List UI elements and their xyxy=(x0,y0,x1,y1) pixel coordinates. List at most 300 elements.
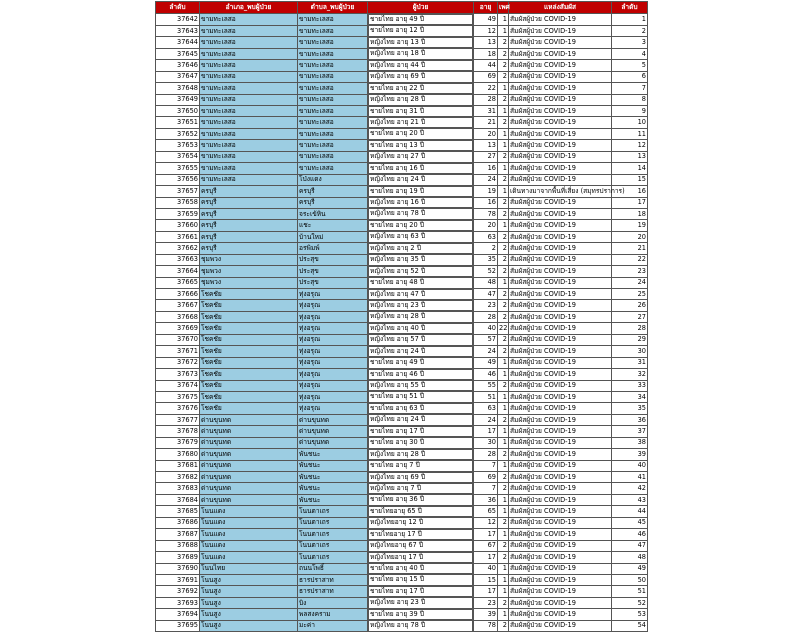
cell-seq: 39 xyxy=(612,449,648,460)
cell-source: สัมผัสผู้ป่วย COVID-19 xyxy=(509,540,612,551)
cell-subdistrict: โนนตาเถร xyxy=(298,506,368,517)
case-table-sheet xyxy=(155,1,647,632)
table-row xyxy=(156,540,648,551)
cell-source: สัมผัสผู้ป่วย COVID-19 xyxy=(509,437,612,448)
table-row xyxy=(156,597,648,608)
cell-subdistrict: บ้านใหม่ xyxy=(298,231,368,242)
cell-seq: 18 xyxy=(612,208,648,219)
table-row xyxy=(156,277,648,288)
table-row xyxy=(156,48,648,59)
table-row xyxy=(156,334,648,345)
cell-patient: หญิงไทย อายุ 23 ปี xyxy=(368,597,473,608)
cell-patient: หญิงไทย อายุ 78 ปี xyxy=(368,208,473,219)
cell-age: 49 xyxy=(474,14,498,26)
header-patient: ผู้ป่วย xyxy=(368,2,474,14)
cell-id: 37673 xyxy=(156,369,200,380)
table-row xyxy=(156,231,648,242)
table-row xyxy=(156,403,648,414)
cell-district: ด่านขุนทด xyxy=(200,472,298,483)
cell-id: 37694 xyxy=(156,609,200,620)
cell-district: โนนสูง xyxy=(200,574,298,585)
table-row xyxy=(156,323,648,334)
table-row xyxy=(156,494,648,505)
cell-district: ขามทะเลสอ xyxy=(200,163,298,174)
cell-seq: 44 xyxy=(612,506,648,517)
cell-age: 39 xyxy=(474,609,498,620)
cell-source: เดินทางมาจากพื้นที่เสี่ยง (สมุทรปราการ) xyxy=(509,186,612,197)
cell-district: โนนแดง xyxy=(200,540,298,551)
cell-patient: หญิงไทย อายุ 52 ปี xyxy=(368,266,473,277)
cell-age: 12 xyxy=(474,517,498,528)
header-row xyxy=(156,2,648,14)
cell-source: สัมผัสผู้ป่วย COVID-19 xyxy=(509,174,612,185)
cell-patient: ชายไทย อายุ 51 ปี xyxy=(368,391,473,402)
cell-id: 37689 xyxy=(156,552,200,563)
cell-district: โชคชัย xyxy=(200,369,298,380)
cell-district: โชคชัย xyxy=(200,289,298,300)
cell-subdistrict: ขามทะเลสอ xyxy=(298,163,368,174)
cell-seq: 12 xyxy=(612,140,648,151)
cell-district: ขามทะเลสอ xyxy=(200,140,298,151)
cell-sex: 2 xyxy=(498,208,509,219)
cell-seq: 32 xyxy=(612,369,648,380)
cell-patient: ชายไทย อายุ 16 ปี xyxy=(368,163,473,174)
cell-district: ขามทะเลสอ xyxy=(200,174,298,185)
table-row xyxy=(156,529,648,540)
table-row xyxy=(156,609,648,620)
cell-subdistrict: พันชนะ xyxy=(298,483,368,494)
cell-source: สัมผัสผู้ป่วย COVID-19 xyxy=(509,106,612,117)
cell-seq: 6 xyxy=(612,71,648,82)
cell-source: สัมผัสผู้ป่วย COVID-19 xyxy=(509,574,612,585)
cell-patient: หญิงไทย อายุ 18 ปี xyxy=(368,48,473,59)
cell-district: ขามทะเลสอ xyxy=(200,25,298,36)
cell-age: 46 xyxy=(474,369,498,380)
cell-sex: 1 xyxy=(498,220,509,231)
cell-age: 49 xyxy=(474,357,498,368)
cell-age: 24 xyxy=(474,174,498,185)
header-sex: เพศ xyxy=(498,2,509,14)
cell-id: 37657 xyxy=(156,186,200,197)
cell-subdistrict: พันชนะ xyxy=(298,472,368,483)
cell-source: สัมผัสผู้ป่วย COVID-19 xyxy=(509,357,612,368)
cell-patient: ชายไทย อายุ 48 ปี xyxy=(368,277,473,288)
table-row xyxy=(156,369,648,380)
cell-age: 57 xyxy=(474,334,498,345)
cell-id: 37652 xyxy=(156,128,200,139)
cell-id: 37685 xyxy=(156,506,200,517)
cell-id: 37668 xyxy=(156,311,200,322)
cell-id: 37680 xyxy=(156,449,200,460)
table-row xyxy=(156,460,648,471)
cell-age: 15 xyxy=(474,574,498,585)
cell-district: โชคชัย xyxy=(200,300,298,311)
cell-sex: 1 xyxy=(498,574,509,585)
cell-sex: 1 xyxy=(498,586,509,597)
cell-sex: 1 xyxy=(498,460,509,471)
cell-id: 37660 xyxy=(156,220,200,231)
cell-sex: 1 xyxy=(498,494,509,505)
cell-seq: 51 xyxy=(612,586,648,597)
cell-sex: 2 xyxy=(498,60,509,71)
cell-subdistrict: จระเข้หิน xyxy=(298,208,368,219)
cell-sex: 1 xyxy=(498,529,509,540)
cell-district: โนนแดง xyxy=(200,529,298,540)
cell-source: สัมผัสผู้ป่วย COVID-19 xyxy=(509,369,612,380)
cell-id: 37648 xyxy=(156,83,200,94)
cell-id: 37671 xyxy=(156,346,200,357)
cell-subdistrict: พันชนะ xyxy=(298,449,368,460)
cell-sex: 2 xyxy=(498,449,509,460)
cell-district: ชุมพวง xyxy=(200,254,298,265)
cell-source: สัมผัสผู้ป่วย COVID-19 xyxy=(509,220,612,231)
cell-seq: 22 xyxy=(612,254,648,265)
cell-sex: 2 xyxy=(498,380,509,391)
cell-source: สัมผัสผู้ป่วย COVID-19 xyxy=(509,25,612,36)
cell-sex: 2 xyxy=(498,540,509,551)
cell-subdistrict: โนนตาเถร xyxy=(298,540,368,551)
cell-seq: 5 xyxy=(612,60,648,71)
cell-patient: หญิงไทยอายุ 67 ปี xyxy=(368,540,473,551)
cell-subdistrict: มะค่า xyxy=(298,620,368,631)
cell-patient: หญิงไทย อายุ 69 ปี xyxy=(368,472,473,483)
cell-sex: 2 xyxy=(498,552,509,563)
table-row xyxy=(156,346,648,357)
cell-district: ชุมพวง xyxy=(200,277,298,288)
cell-age: 69 xyxy=(474,71,498,82)
cell-id: 37662 xyxy=(156,243,200,254)
cell-source: สัมผัสผู้ป่วย COVID-19 xyxy=(509,197,612,208)
cell-source: สัมผัสผู้ป่วย COVID-19 xyxy=(509,506,612,517)
cell-id: 37692 xyxy=(156,586,200,597)
cell-district: โชคชัย xyxy=(200,403,298,414)
header-order: ลำดับ xyxy=(612,2,648,14)
cell-source: สัมผัสผู้ป่วย COVID-19 xyxy=(509,300,612,311)
cell-age: 23 xyxy=(474,597,498,608)
cell-seq: 36 xyxy=(612,414,648,425)
table-row xyxy=(156,151,648,162)
cell-sex: 1 xyxy=(498,369,509,380)
cell-patient: หญิงไทย อายุ 47 ปี xyxy=(368,289,473,300)
cell-sex: 2 xyxy=(498,243,509,254)
cell-source: สัมผัสผู้ป่วย COVID-19 xyxy=(509,346,612,357)
table-row xyxy=(156,380,648,391)
cell-subdistrict: ขามทะเลสอ xyxy=(298,37,368,48)
cell-source: สัมผัสผู้ป่วย COVID-19 xyxy=(509,552,612,563)
cell-seq: 40 xyxy=(612,460,648,471)
cell-id: 37661 xyxy=(156,231,200,242)
cell-age: 36 xyxy=(474,494,498,505)
cell-sex: 2 xyxy=(498,597,509,608)
cell-source: สัมผัสผู้ป่วย COVID-19 xyxy=(509,449,612,460)
cell-district: ด่านขุนทด xyxy=(200,460,298,471)
cell-id: 37679 xyxy=(156,437,200,448)
cell-subdistrict: อรพิมพ์ xyxy=(298,243,368,254)
cell-patient: ชายไทย อายุ 40 ปี xyxy=(368,563,473,574)
cell-district: ครบุรี xyxy=(200,208,298,219)
cell-source: สัมผัสผู้ป่วย COVID-19 xyxy=(509,208,612,219)
cell-age: 17 xyxy=(474,426,498,437)
cell-patient: หญิงไทย อายุ 2 ปี xyxy=(368,243,473,254)
cell-sex: 1 xyxy=(498,186,509,197)
cell-patient: หญิงไทยอายุ 17 ปี xyxy=(368,552,473,563)
cell-id: 37659 xyxy=(156,208,200,219)
cell-id: 37655 xyxy=(156,163,200,174)
header-age: อายุ xyxy=(474,2,498,14)
table-row xyxy=(156,140,648,151)
table-row xyxy=(156,517,648,528)
cell-source: สัมผัสผู้ป่วย COVID-19 xyxy=(509,277,612,288)
cell-subdistrict: ขามทะเลสอ xyxy=(298,71,368,82)
table-row xyxy=(156,174,648,185)
cell-sex: 2 xyxy=(498,254,509,265)
cell-age: 17 xyxy=(474,529,498,540)
cell-id: 37687 xyxy=(156,529,200,540)
cell-district: ขามทะเลสอ xyxy=(200,71,298,82)
table-row xyxy=(156,186,648,197)
table-row xyxy=(156,289,648,300)
cell-subdistrict: ประสุข xyxy=(298,254,368,265)
table-row xyxy=(156,220,648,231)
cell-sex: 2 xyxy=(498,48,509,59)
cell-seq: 43 xyxy=(612,494,648,505)
cell-patient: ชายไทยอายุ 65 ปี xyxy=(368,506,473,517)
cell-patient: หญิงไทย อายุ 35 ปี xyxy=(368,254,473,265)
cell-subdistrict: ประสุข xyxy=(298,277,368,288)
cell-district: ขามทะเลสอ xyxy=(200,48,298,59)
cell-age: 2 xyxy=(474,243,498,254)
table-row xyxy=(156,414,648,425)
cell-age: 67 xyxy=(474,540,498,551)
cell-sex: 1 xyxy=(498,506,509,517)
cell-source: สัมผัสผู้ป่วย COVID-19 xyxy=(509,311,612,322)
cell-age: 7 xyxy=(474,460,498,471)
cell-id: 37695 xyxy=(156,620,200,631)
cell-patient: ชายไทย อายุ 30 ปี xyxy=(368,437,473,448)
cell-age: 28 xyxy=(474,449,498,460)
cell-subdistrict: ขามทะเลสอ xyxy=(298,60,368,71)
cell-subdistrict: แชะ xyxy=(298,220,368,231)
cell-source: สัมผัสผู้ป่วย COVID-19 xyxy=(509,231,612,242)
cell-district: ขามทะเลสอ xyxy=(200,106,298,117)
cell-subdistrict: ทุ่งอรุณ xyxy=(298,311,368,322)
cell-district: ขามทะเลสอ xyxy=(200,128,298,139)
cell-subdistrict: ขามทะเลสอ xyxy=(298,106,368,117)
table-row xyxy=(156,83,648,94)
cell-sex: 1 xyxy=(498,403,509,414)
cell-seq: 14 xyxy=(612,163,648,174)
cell-source: สัมผัสผู้ป่วย COVID-19 xyxy=(509,529,612,540)
cell-seq: 49 xyxy=(612,563,648,574)
cell-subdistrict: พลสงคราม xyxy=(298,609,368,620)
cell-age: 55 xyxy=(474,380,498,391)
cell-age: 40 xyxy=(474,563,498,574)
cell-subdistrict: ครบุรี xyxy=(298,186,368,197)
cell-district: โชคชัย xyxy=(200,323,298,334)
cell-sex: 1 xyxy=(498,163,509,174)
cell-age: 35 xyxy=(474,254,498,265)
cell-patient: ชายไทย อายุ 15 ปี xyxy=(368,574,473,585)
cell-district: โชคชัย xyxy=(200,346,298,357)
cell-sex: 1 xyxy=(498,563,509,574)
cell-patient: หญิงไทย อายุ 55 ปี xyxy=(368,380,473,391)
cell-id: 37665 xyxy=(156,277,200,288)
cell-id: 37691 xyxy=(156,574,200,585)
cell-age: 63 xyxy=(474,403,498,414)
cell-source: สัมผัสผู้ป่วย COVID-19 xyxy=(509,94,612,105)
cell-patient: ชายไทย อายุ 22 ปี xyxy=(368,83,473,94)
cell-patient: ชายไทย อายุ 39 ปี xyxy=(368,609,473,620)
cell-id: 37666 xyxy=(156,289,200,300)
cell-patient: ชายไทย อายุ 49 ปี xyxy=(368,357,473,368)
table-row xyxy=(156,563,648,574)
cell-district: โชคชัย xyxy=(200,311,298,322)
cell-source: สัมผัสผู้ป่วย COVID-19 xyxy=(509,426,612,437)
header-district: อำเภอ_พบผู้ป่วย xyxy=(200,2,298,14)
cell-subdistrict: โนนตาเถร xyxy=(298,552,368,563)
cell-subdistrict: ทุ่งอรุณ xyxy=(298,289,368,300)
cell-sex: 2 xyxy=(498,151,509,162)
cell-patient: หญิงไทย อายุ 24 ปี xyxy=(368,414,473,425)
cell-source: สัมผัสผู้ป่วย COVID-19 xyxy=(509,266,612,277)
cell-patient: ชายไทย อายุ 49 ปี xyxy=(368,14,473,25)
cell-sex: 1 xyxy=(498,83,509,94)
cell-source: สัมผัสผู้ป่วย COVID-19 xyxy=(509,620,612,631)
cell-seq: 23 xyxy=(612,266,648,277)
cell-source: สัมผัสผู้ป่วย COVID-19 xyxy=(509,472,612,483)
cell-source: สัมผัสผู้ป่วย COVID-19 xyxy=(509,323,612,334)
cell-id: 37653 xyxy=(156,140,200,151)
cell-subdistrict: โนนตาเถร xyxy=(298,529,368,540)
cell-age: 16 xyxy=(474,197,498,208)
cell-seq: 1 xyxy=(612,14,648,26)
table-row xyxy=(156,117,648,128)
cell-subdistrict: ทุ่งอรุณ xyxy=(298,300,368,311)
cell-subdistrict: ทุ่งอรุณ xyxy=(298,334,368,345)
cell-age: 24 xyxy=(474,414,498,425)
cell-seq: 54 xyxy=(612,620,648,631)
table-row xyxy=(156,266,648,277)
cell-age: 20 xyxy=(474,220,498,231)
cell-age: 78 xyxy=(474,620,498,631)
cell-seq: 17 xyxy=(612,197,648,208)
cell-subdistrict: โป่งแดง xyxy=(298,174,368,185)
cell-sex: 2 xyxy=(498,117,509,128)
cell-source: สัมผัสผู้ป่วย COVID-19 xyxy=(509,163,612,174)
cell-subdistrict: ขามทะเลสอ xyxy=(298,25,368,36)
cell-source: สัมผัสผู้ป่วย COVID-19 xyxy=(509,14,612,26)
cell-id: 37650 xyxy=(156,106,200,117)
cell-age: 51 xyxy=(474,391,498,402)
table-row xyxy=(156,311,648,322)
cell-subdistrict: ขามทะเลสอ xyxy=(298,128,368,139)
cell-source: สัมผัสผู้ป่วย COVID-19 xyxy=(509,37,612,48)
cell-age: 30 xyxy=(474,437,498,448)
cell-seq: 10 xyxy=(612,117,648,128)
cell-patient: หญิงไทย อายุ 28 ปี xyxy=(368,311,473,322)
cell-sex: 2 xyxy=(498,289,509,300)
cell-age: 13 xyxy=(474,140,498,151)
cell-subdistrict: ทุ่งอรุณ xyxy=(298,391,368,402)
table-row xyxy=(156,37,648,48)
cell-patient: หญิงไทย อายุ 78 ปี xyxy=(368,620,473,631)
cell-sex: 2 xyxy=(498,71,509,82)
cell-subdistrict: ทุ่งอรุณ xyxy=(298,346,368,357)
cell-seq: 8 xyxy=(612,94,648,105)
cell-age: 13 xyxy=(474,37,498,48)
cell-id: 37646 xyxy=(156,60,200,71)
cell-source: สัมผัสผู้ป่วย COVID-19 xyxy=(509,60,612,71)
cell-id: 37681 xyxy=(156,460,200,471)
cell-patient: หญิงไทย อายุ 21 ปี xyxy=(368,117,473,128)
cell-patient: หญิงไทย อายุ 24 ปี xyxy=(368,174,473,185)
cell-district: ด่านขุนทด xyxy=(200,483,298,494)
cell-id: 37683 xyxy=(156,483,200,494)
table-row xyxy=(156,25,648,36)
cell-patient: หญิงไทย อายุ 16 ปี xyxy=(368,197,473,208)
cell-subdistrict: ขามทะเลสอ xyxy=(298,14,368,26)
cell-seq: 30 xyxy=(612,346,648,357)
cell-patient: ชายไทย อายุ 63 ปี xyxy=(368,403,473,414)
cell-patient: หญิงไทย อายุ 44 ปี xyxy=(368,60,473,71)
cell-age: 7 xyxy=(474,483,498,494)
cell-age: 22 xyxy=(474,83,498,94)
cell-age: 78 xyxy=(474,208,498,219)
cell-age: 16 xyxy=(474,163,498,174)
cell-seq: 16 xyxy=(612,186,648,197)
cell-district: โชคชัย xyxy=(200,334,298,345)
cell-age: 48 xyxy=(474,277,498,288)
table-row xyxy=(156,14,648,26)
cell-id: 37672 xyxy=(156,357,200,368)
cell-patient: หญิงไทย อายุ 7 ปี xyxy=(368,483,473,494)
cell-seq: 28 xyxy=(612,323,648,334)
cell-id: 37667 xyxy=(156,300,200,311)
table-row xyxy=(156,426,648,437)
cell-sex: 2 xyxy=(498,483,509,494)
cell-seq: 25 xyxy=(612,289,648,300)
cell-source: สัมผัสผู้ป่วย COVID-19 xyxy=(509,83,612,94)
cell-id: 37664 xyxy=(156,266,200,277)
cell-patient: หญิงไทย อายุ 69 ปี xyxy=(368,71,473,82)
cell-source: สัมผัสผู้ป่วย COVID-19 xyxy=(509,254,612,265)
cell-seq: 34 xyxy=(612,391,648,402)
table-row xyxy=(156,71,648,82)
cell-patient: ชายไทย อายุ 20 ปี xyxy=(368,220,473,231)
cell-district: ครบุรี xyxy=(200,231,298,242)
cell-source: สัมผัสผู้ป่วย COVID-19 xyxy=(509,140,612,151)
cell-district: ด่านขุนทด xyxy=(200,437,298,448)
cell-district: ด่านขุนทด xyxy=(200,414,298,425)
table-row xyxy=(156,94,648,105)
cell-id: 37654 xyxy=(156,151,200,162)
cell-district: ครบุรี xyxy=(200,197,298,208)
cell-seq: 45 xyxy=(612,517,648,528)
cell-seq: 13 xyxy=(612,151,648,162)
cell-id: 37670 xyxy=(156,334,200,345)
cell-sex: 1 xyxy=(498,357,509,368)
cell-sex: 1 xyxy=(498,277,509,288)
cell-district: ชุมพวง xyxy=(200,266,298,277)
cell-patient: ชายไทย อายุ 7 ปี xyxy=(368,460,473,471)
cell-patient: หญิงไทย อายุ 28 ปี xyxy=(368,94,473,105)
cell-source: สัมผัสผู้ป่วย COVID-19 xyxy=(509,460,612,471)
cell-subdistrict: ประสุข xyxy=(298,266,368,277)
cell-sex: 1 xyxy=(498,25,509,36)
table-row xyxy=(156,437,648,448)
cell-seq: 15 xyxy=(612,174,648,185)
cell-district: โนนสูง xyxy=(200,620,298,631)
